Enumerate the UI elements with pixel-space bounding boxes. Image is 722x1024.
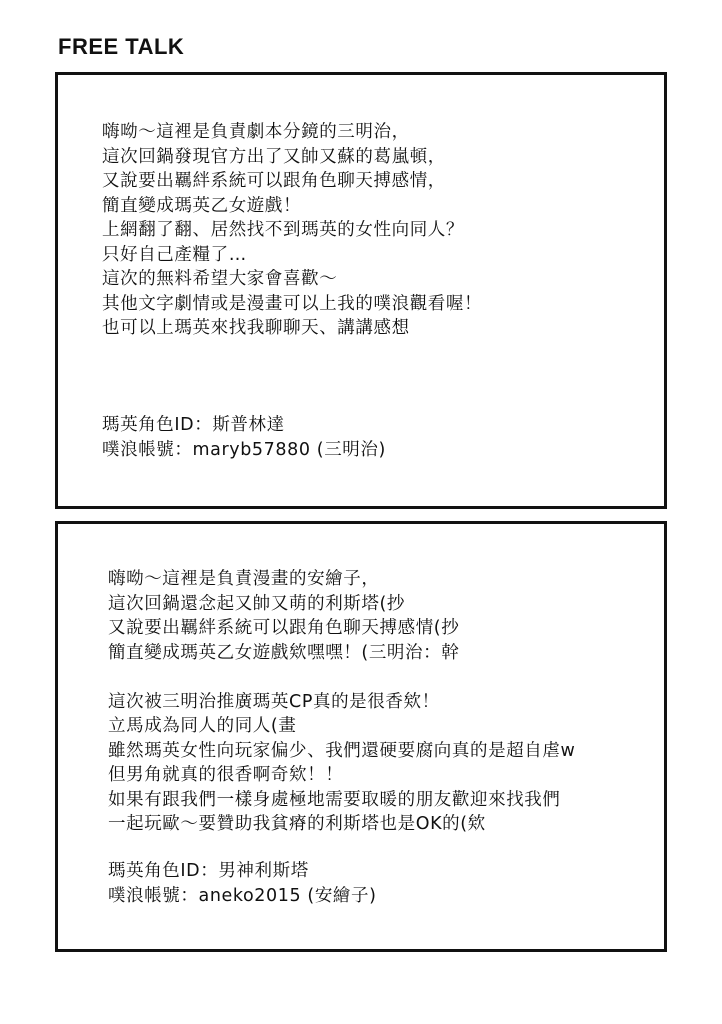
message-line: 又說要出羈絆系統可以跟角色聊天搏感情(抄: [108, 618, 460, 638]
anekozi-free-talk-panel: [55, 521, 667, 952]
message-line: 一起玩歐～要贊助我貧瘠的利斯塔也是OK的(欸: [108, 814, 486, 834]
sandwich-contacts: [102, 413, 386, 462]
message-line: 上網翻了翻、居然找不到瑪英的女性向同人？: [102, 220, 464, 240]
message-line: 如果有跟我們一樣身處極地需要取暖的朋友歡迎來找我們: [108, 789, 561, 810]
plurk-account: 噗浪帳號：aneko2015 (安繪子): [108, 885, 377, 906]
sandwich-message: [102, 120, 482, 341]
message-line: 這次被三明治推廣瑪英CP真的是很香欸！: [108, 691, 440, 712]
message-line: 簡直變成瑪英乙女遊戲！: [102, 195, 302, 216]
sandwich-free-talk-panel: [55, 72, 667, 509]
message-line: 但男角就真的很香啊奇欸！！: [108, 765, 344, 785]
message-line: 也可以上瑪英來找我聊聊天、講講感想: [102, 318, 410, 338]
game-character-id: 瑪英角色ID：男神利斯塔: [108, 861, 309, 881]
message-line: 這次回鍋發現官方出了又帥又蘇的葛嵐頓，: [102, 146, 446, 167]
page-title: FREE TALK: [58, 34, 185, 59]
message-line: 嗨呦～這裡是負責漫畫的安繪子，: [108, 569, 380, 589]
message-line: 只好自己產糧了…: [102, 244, 247, 265]
message-line: 其他文字劇情或是漫畫可以上我的噗浪觀看喔！: [102, 293, 483, 314]
message-line: 又說要出羈絆系統可以跟角色聊天搏感情，: [102, 171, 446, 191]
game-character-id: 瑪英角色ID：斯普林達: [102, 415, 285, 435]
message-line: 這次的無料希望大家會喜歡～: [102, 269, 338, 289]
anekozi-message: [108, 567, 575, 837]
plurk-account: 噗浪帳號：maryb57880 (三明治): [102, 439, 386, 460]
message-line: 簡直變成瑪英乙女遊戲欸嘿嘿！(三明治：幹: [108, 642, 460, 663]
message-line: 這次回鍋還念起又帥又萌的利斯塔(抄: [108, 593, 406, 614]
anekozi-contacts: [108, 859, 377, 908]
message-line: 立馬成為同人的同人(畫: [108, 716, 297, 736]
message-line: 雖然瑪英女性向玩家偏少、我們還硬要腐向真的是超自虐w: [108, 740, 576, 761]
message-line: 嗨呦～這裡是負責劇本分鏡的三明治，: [102, 122, 410, 142]
paragraph-spacer: [108, 665, 575, 690]
